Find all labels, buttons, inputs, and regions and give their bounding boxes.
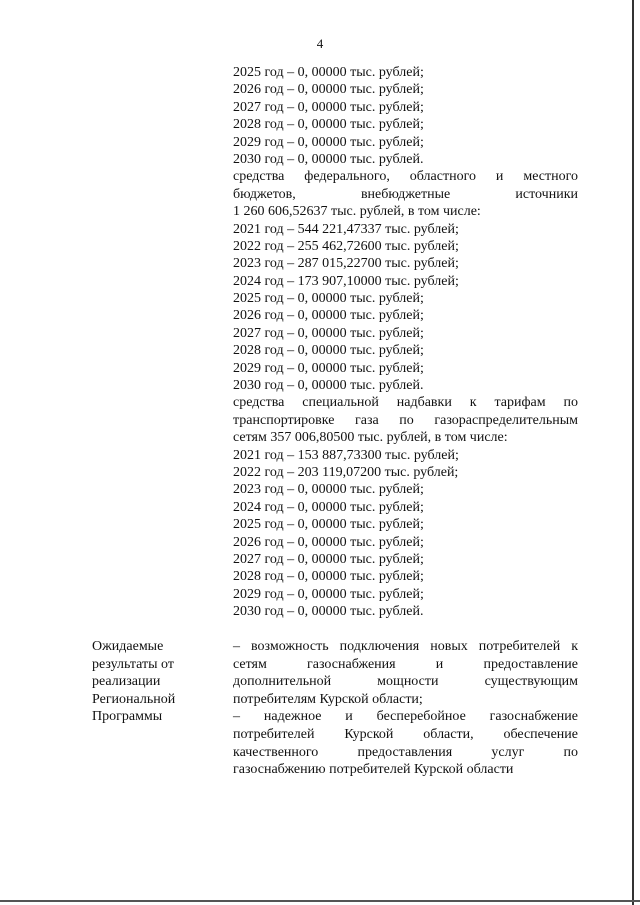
funding-source-line: транспортировке газа по газораспределительным <box>233 412 578 428</box>
budget-line: 2028 год – 0, 00000 тыс. рублей; <box>233 117 424 133</box>
budget-line: 2030 год – 0, 00000 тыс. рублей. <box>233 604 424 620</box>
page-number: 4 <box>316 36 324 51</box>
budget-line: 2025 год – 0, 00000 тыс. рублей; <box>233 517 424 533</box>
budget-line: 2028 год – 0, 00000 тыс. рублей; <box>233 569 424 585</box>
budget-line: 2028 год – 0, 00000 тыс. рублей; <box>233 343 424 359</box>
budget-line: 2021 год – 153 887,73300 тыс. рублей; <box>233 447 459 463</box>
results-label-line: реализации <box>92 674 161 690</box>
budget-line: 2023 год – 287 015,22700 тыс. рублей; <box>233 256 459 272</box>
funding-source-line: бюджетов, внебюджетные источники <box>233 186 578 202</box>
expected-results <box>233 638 578 779</box>
budget-line: 2025 год – 0, 00000 тыс. рублей; <box>233 65 424 80</box>
funding-source-line: средства специальной надбавки к тарифам по <box>233 395 578 411</box>
budget-line: 2026 год – 0, 00000 тыс. рублей; <box>233 308 424 324</box>
budget-funding-column <box>233 64 578 621</box>
budget-line: 2024 год – 173 907,10000 тыс. рублей; <box>233 273 459 289</box>
budget-line: 2029 год – 0, 00000 тыс. рублей; <box>233 586 424 602</box>
budget-line: 2030 год – 0, 00000 тыс. рублей. <box>233 151 424 167</box>
budget-line: 2029 год – 0, 00000 тыс. рублей; <box>233 134 424 150</box>
results-line: качественного предоставления услуг по <box>233 744 578 760</box>
results-label <box>92 638 202 726</box>
budget-line: 2026 год – 0, 00000 тыс. рублей; <box>233 534 424 550</box>
budget-line: 2021 год – 544 221,47337 тыс. рублей; <box>233 221 459 237</box>
results-line: дополнительной мощности существующим <box>233 674 578 690</box>
results-line: – возможность подключения новых потребителей к <box>233 639 578 654</box>
results-line: газоснабжению потребителей Курской области <box>233 762 514 778</box>
results-label-line: результаты от <box>92 656 174 672</box>
budget-line: 2023 год – 0, 00000 тыс. рублей; <box>233 482 424 498</box>
funding-source-line: средства федерального, областного и местного <box>233 169 578 185</box>
funding-total-line: сетям 357 006,80500 тыс. рублей, в том числе: <box>233 430 508 446</box>
budget-line: 2024 год – 0, 00000 тыс. рублей; <box>233 499 424 515</box>
results-line: сетям газоснабжения и предоставление <box>233 656 578 672</box>
budget-line: 2029 год – 0, 00000 тыс. рублей; <box>233 360 424 376</box>
results-line: потребителей Курской области, обеспечение <box>233 726 578 742</box>
results-line: потребителям Курской области; <box>233 691 423 707</box>
funding-total-line: 1 260 606,52637 тыс. рублей, в том числе: <box>233 204 481 220</box>
results-label-line: Программы <box>92 709 163 725</box>
budget-line: 2022 год – 255 462,72600 тыс. рублей; <box>233 238 459 254</box>
scan-edge-right <box>632 0 634 905</box>
budget-line: 2030 год – 0, 00000 тыс. рублей. <box>233 378 424 394</box>
scan-edge-bottom <box>0 900 640 902</box>
results-label-line: Региональной <box>92 691 176 707</box>
budget-line: 2025 год – 0, 00000 тыс. рублей; <box>233 291 424 307</box>
results-label-line: Ожидаемые <box>92 639 164 654</box>
budget-line: 2022 год – 203 119,07200 тыс. рублей; <box>233 464 459 480</box>
budget-line: 2027 год – 0, 00000 тыс. рублей; <box>233 325 424 341</box>
budget-line: 2026 год – 0, 00000 тыс. рублей; <box>233 82 424 98</box>
results-line: – надежное и бесперебойное газоснабжение <box>233 709 578 725</box>
budget-line: 2027 год – 0, 00000 тыс. рублей; <box>233 551 424 567</box>
budget-line: 2027 год – 0, 00000 тыс. рублей; <box>233 99 424 115</box>
